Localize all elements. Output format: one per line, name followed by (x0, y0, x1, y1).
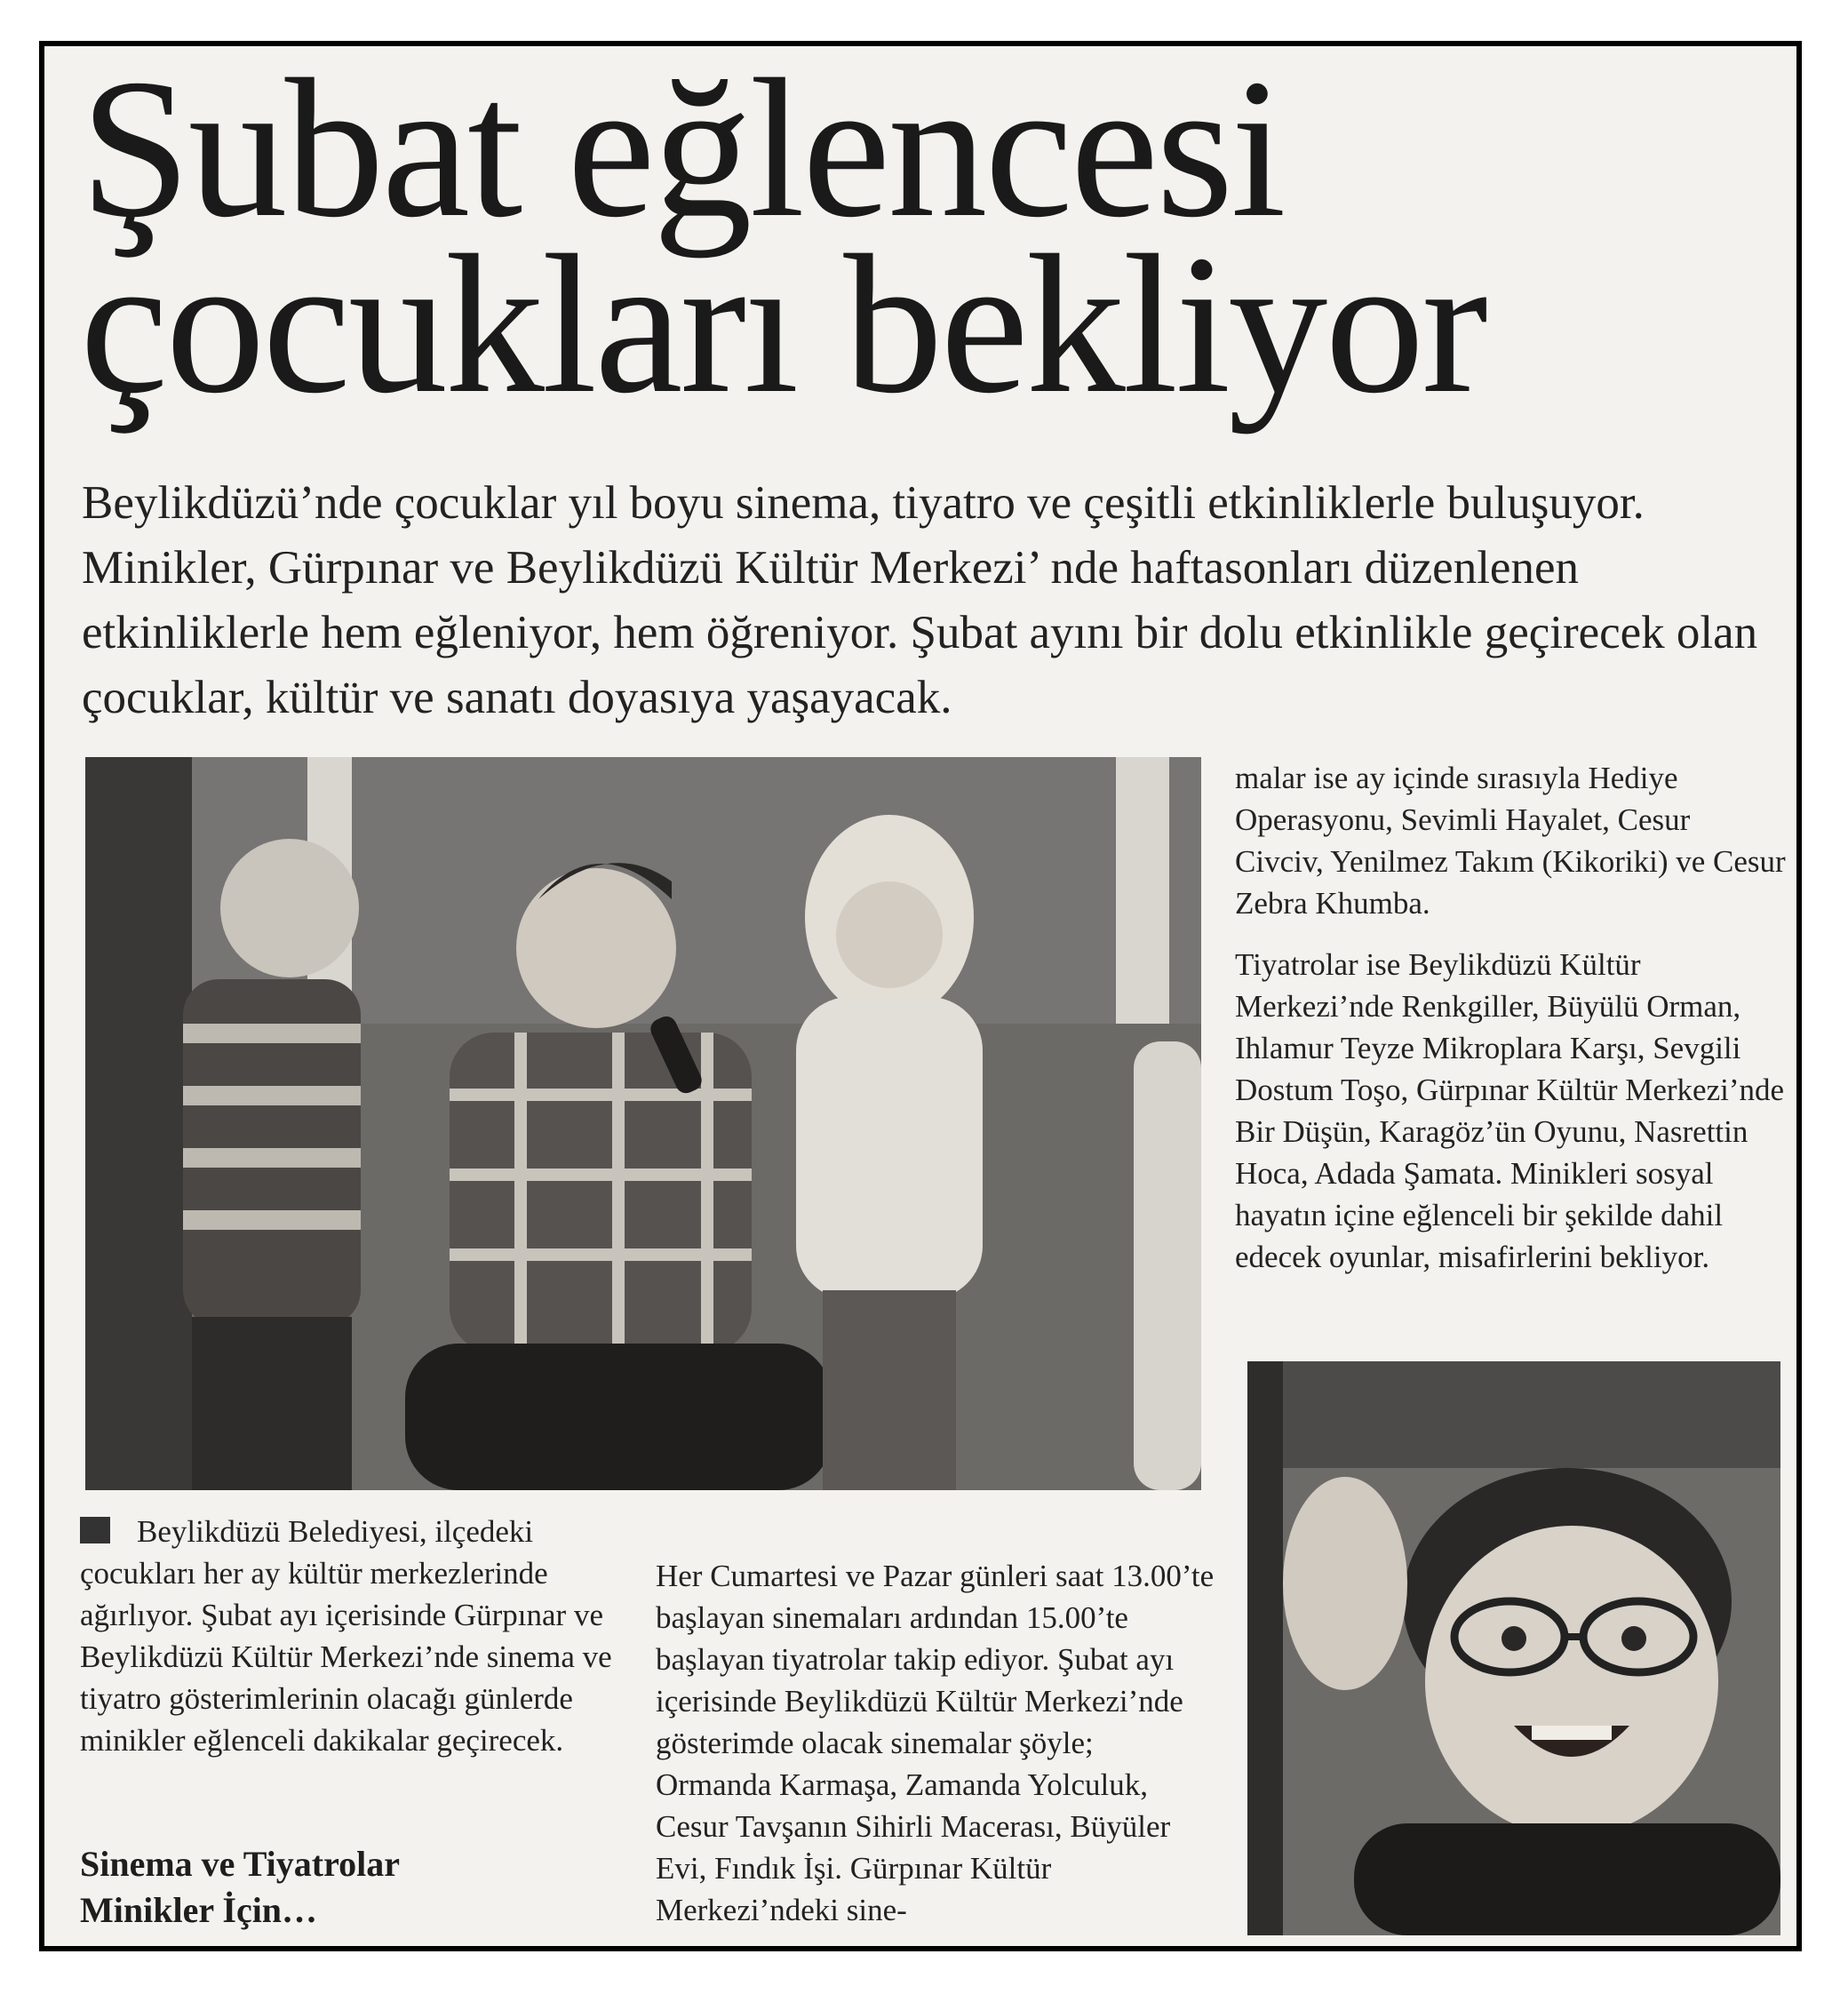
boy-photo (1247, 1361, 1780, 1935)
headline-line-2: çocukları bekliyor (80, 214, 1486, 435)
caption-text: Beylikdüzü Belediyesi, ilçedeki çocukları her ay kültür merkezlerinde ağırlıyor. Şubat ayı içerisinde Gürpınar ve Beylikdüzü Kültür Merkezi’nde sinema ve tiyatro gösterimlerinin olacağı günlerde minikler eğlenceli dakikalar geçirecek. (80, 1514, 612, 1758)
event-photo (85, 757, 1201, 1490)
subheading (80, 1841, 649, 1934)
middle-column (656, 1555, 1215, 1950)
newspaper-clipping (39, 41, 1802, 1951)
subheading-line-1: Sinema ve Tiyatrolar (80, 1844, 400, 1884)
boy-photo-illustration (1247, 1361, 1780, 1935)
lede-paragraph: Beylikdüzü’nde çocuklar yıl boyu sinema, tiyatro ve çeşitli etkinliklerle buluşuyor. Minikler, Gürpınar ve Beylikdüzü Kültür Merkezi’ nde haftasonları düzenlenen etkinliklerle hem eğleniyor, hem öğreniyor. Şubat ayını bir dolu etkinlikle geçirecek olan çocuklar, kültür ve sanatı doyasıya yaşayacak. (82, 477, 1758, 723)
right-column-paragraph-2: Tiyatrolar ise Beylikdüzü Kültür Merkezi’nde Renkgiller, Büyülü Orman, Ihlamur Teyze Mikroplara Karşı, Sevgili Dostum Toşo, Gürpınar Kültür Merkezi’nde Bir Düşün, Karagöz’ün Oyunu, Nasrettin Hoca, Adada Şamata. Minikleri sosyal hayatın içine eğlenceli bir şekilde dahil edecek oyunlar, misafirlerini bekliyor. (1235, 947, 1785, 1274)
subheading-line-2: Minikler İçin… (80, 1890, 318, 1930)
headline-line-1: Şubat eğlencesi (80, 41, 1284, 259)
headline (80, 41, 1486, 435)
right-column-paragraph-1: malar ise ay içinde sırasıyla Hediye Operasyonu, Sevimli Hayalet, Cesur Civciv, Yenilmez Takım (Kikoriki) ve Cesur Zebra Khumba. (1235, 761, 1786, 921)
photo-caption (80, 1511, 649, 1761)
event-photo-illustration (85, 757, 1201, 1490)
middle-column-paragraph: Her Cumartesi ve Pazar günleri saat 13.00’te başlayan sinemaları ardından 15.00’te başlayan tiyatrolar takip ediyor. Şubat ayı içerisinde Beylikdüzü Kültür Merkezi’nde gösterimde olacak sinemalar şöyle; Ormanda Karmaşa, Zamanda Yolculuk, Cesur Tavşanın Sihirli Macerası, Büyüler Evi, Fındık İşi. Gürpınar Kültür Merkezi’ndeki sine- (656, 1559, 1215, 1927)
right-column (1235, 757, 1786, 1297)
caption-square-marker (80, 1517, 110, 1543)
